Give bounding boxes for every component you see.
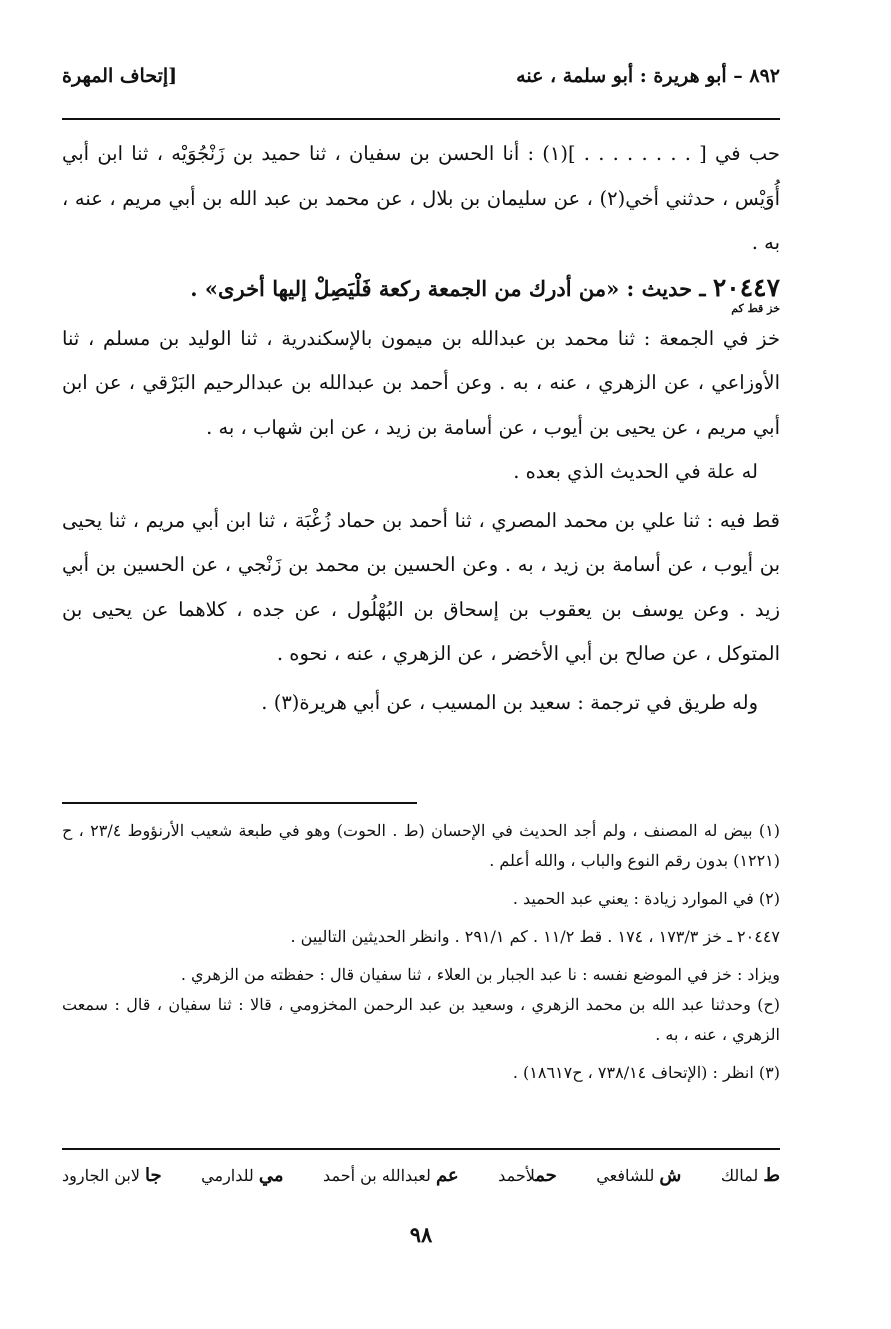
hadith-number: ٢٠٤٤٧ [712,272,780,302]
header-book-title: [إتحاف المهرة [62,65,178,87]
paragraph-ibn-hibban: حب في [ . . . . . . . . ](١) : أنا الحسن بن سفيان ، ثنا حميد بن زَنْجُوَيْه ، ثنا ابن أبي أُوَيْس ، حدثني أخي(٢) ، عن سليمان بن بلال ، عن محمد بن عبد الله بن أبي مريم ، عنه ، به . [62,142,780,254]
running-header [62,58,780,94]
footnote-additions-cont: (ح) وحدثنا عبد الله بن محمد الزهري ، وسعيد بن عبد الرحمن المخزومي ، قالا : ثنا سفيان ، قال : سمعت الزهري ، عنه ، به . [62,995,781,1044]
header-rule [62,118,780,120]
footnote-additions: ويزاد : خز في الموضع نفسه : نا عبد الجبار بن العلاء ، ثنا سفيان قال : حفظته من الزهري . [180,965,780,984]
header-chapter: ٨٩٢ – أبو هريرة : أبو سلمة ، عنه [516,65,780,87]
hadith-text: ـ حديث : «من أدرك من الجمعة ركعة فَلْيَصِلْ إليها أخرى» . [190,275,706,301]
footnote-separator [62,802,417,804]
paragraph-daraqutni: قط فيه : ثنا علي بن محمد المصري ، ثنا أحمد بن حماد زُغْبَة ، ثنا ابن أبي مريم ، ثنا يحيى بن أيوب ، عن أسامة بن زيد ، به . وعن الحسين بن محمد بن زَنْجي ، عن الحسين بن أبي زيد . وعن يوسف بن يعقوب بن إسحاق بن البُهْلُول ، عن جده ، كلاهما عن يحيى بن المتوكل ، عن صالح بن أبي الأخضر ، عن الزهري ، عنه ، نحوه . [62,508,780,665]
footnote-2: (٢) في الموارد زيادة : يعني عبد الحميد . [512,889,780,908]
footnote-1: (١) بيض له المصنف ، ولم أجد الحديث في الإحسان (ط . الحوت) وهو في طبعة شعيب الأرنؤوط ٢٣/٤ ، ح (١٢٢١) بدون رقم النوع والباب ، والله أعلم . [62,821,781,870]
footnotes [62,816,780,1088]
hadith-source-codes: خز قط كم [731,301,780,315]
main-text [62,132,780,725]
paragraph-other-route: وله طريق في ترجمة : سعيد بن المسيب ، عن أبي هريرة(٣) . [261,690,758,714]
sigla-item: حملأحمد [498,1165,557,1186]
sigla-item: مي للدارمي [201,1165,284,1186]
paragraph-ibn-khuzaymah: خز في الجمعة : ثنا محمد بن عبدالله بن ميمون بالإسكندرية ، ثنا الوليد بن مسلم ، ثنا الأوزاعي ، عن الزهري ، عنه ، به . وعن أحمد بن عبدالله بن عبدالرحيم البَرْقي ، عن ابن أبي مريم ، عن يحيى بن أيوب ، عن أسامة بن زيد ، عن ابن شهاب ، به . [62,326,780,439]
footnote-hadith-refs: ٢٠٤٤٧ ـ خز ١٧٣/٣ ، ١٧٤ . قط ١١/٢ . كم ٢٩١/١ . وانظر الحديثين التاليين . [290,927,780,946]
page-number: ٩٨ [409,1222,433,1247]
sigla-item: ش للشافعي [596,1165,682,1186]
sigla-item: جا لابن الجارود [62,1165,162,1186]
paragraph-illah-note: له علة في الحديث الذي بعده . [513,460,758,483]
footnote-3: (٣) انظر : (الإتحاف ٧٣٨/١٤ ، ح١٨٦١٧) . [512,1063,780,1082]
book-page [62,40,780,1290]
sigla-item: عم لعبدالله بن أحمد [323,1165,459,1186]
sigla-separator [62,1148,780,1150]
sigla-key [62,1162,780,1190]
sigla-item: ط لمالك [720,1165,780,1186]
